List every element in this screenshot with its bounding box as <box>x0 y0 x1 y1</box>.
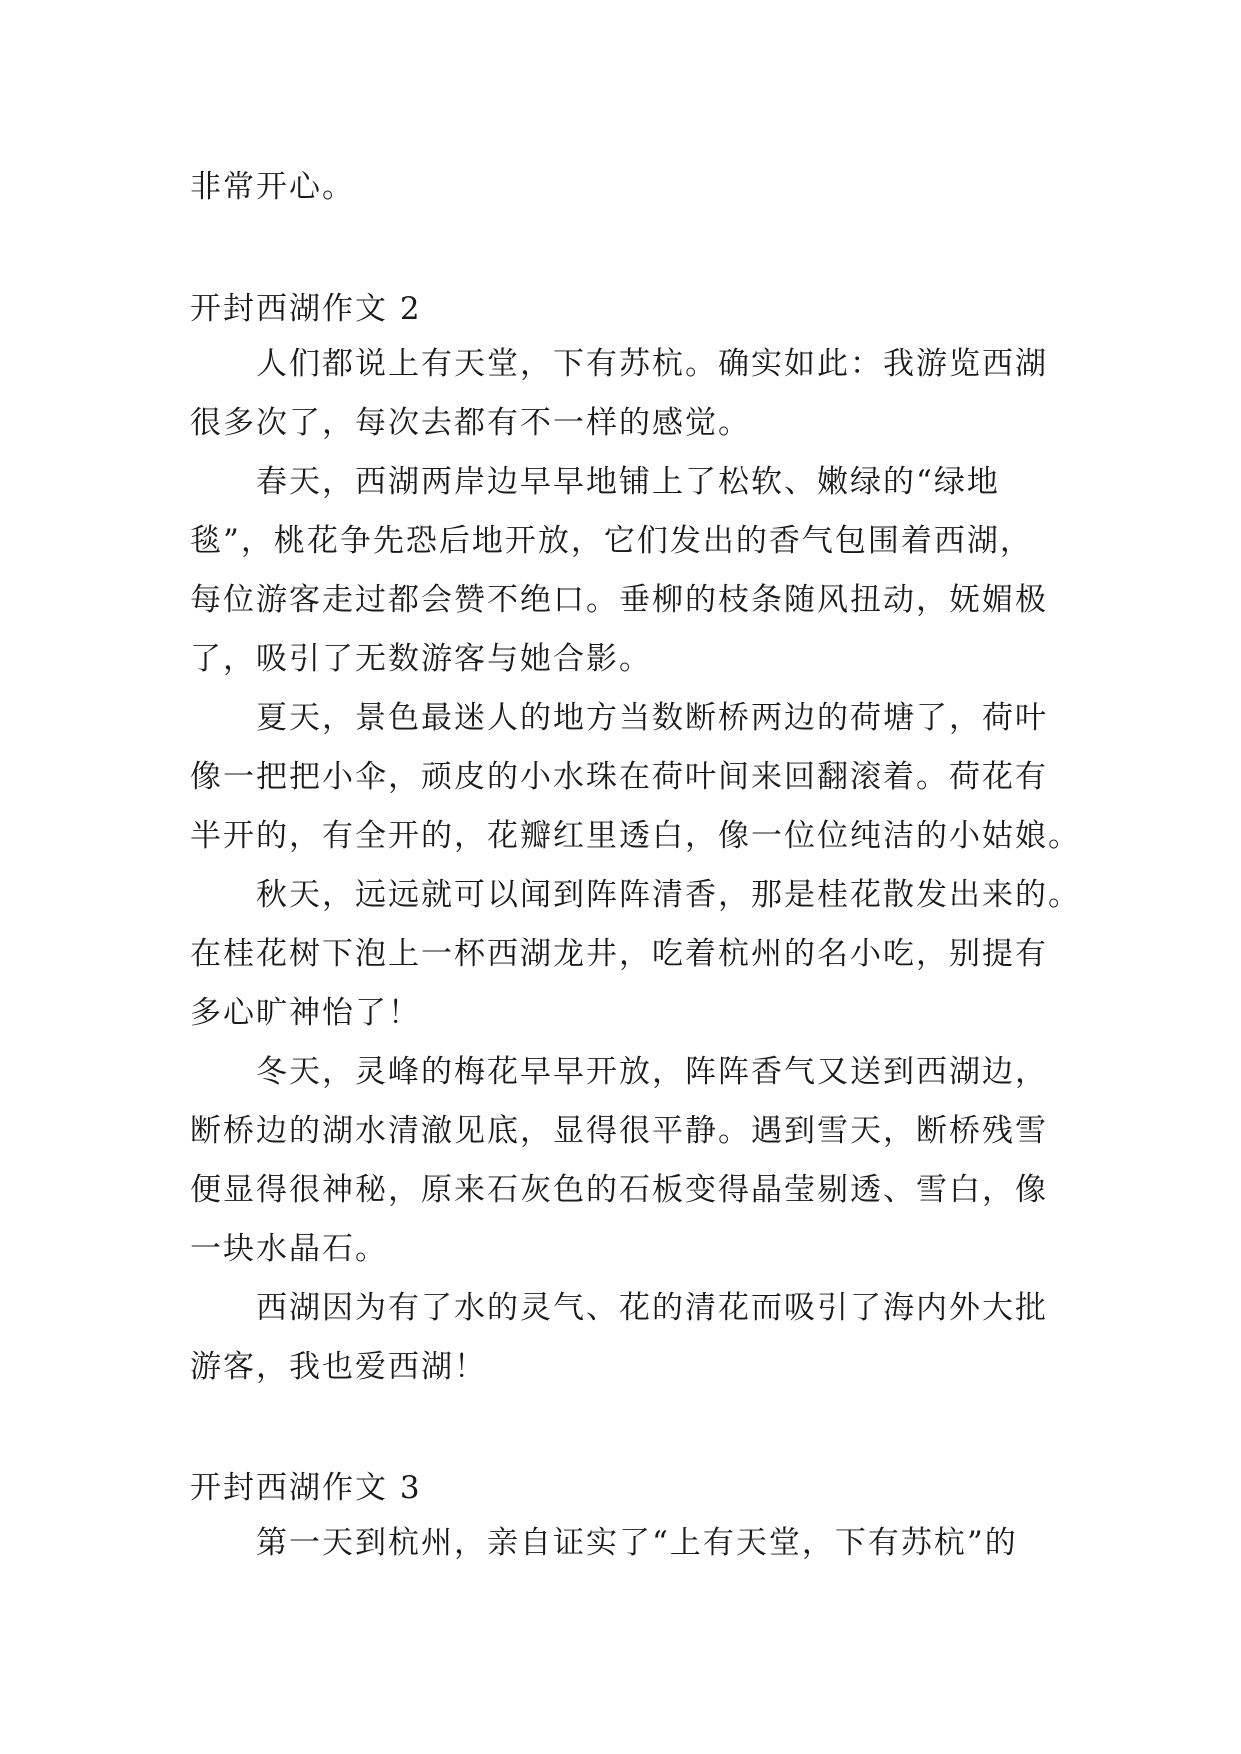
section-heading-3: 开封西湖作文 3 <box>190 1470 422 1506</box>
paragraph-line: 秋天，远远就可以闻到阵阵清香，那是桂花散发出来的。 <box>256 877 1081 913</box>
paragraph-line: 像一把把小伞，顽皮的小水珠在荷叶间来回翻滚着。荷花有 <box>190 759 1048 795</box>
paragraph-line: 人们都说上有天堂，下有苏杭。确实如此：我游览西湖 <box>256 346 1048 382</box>
paragraph-line: 西湖因为有了水的灵气、花的清花而吸引了海内外大批 <box>256 1290 1048 1326</box>
paragraph-line: 断桥边的湖水清澈见底，显得很平静。遇到雪天，断桥残雪 <box>190 1113 1048 1149</box>
paragraph-line: 春天，西湖两岸边早早地铺上了松软、嫩绿的“绿地 <box>256 464 1000 500</box>
paragraph-line: 每位游客走过都会赞不绝口。垂柳的枝条随风扭动，妩媚极 <box>190 582 1048 618</box>
paragraph-line: 一块水晶石。 <box>190 1231 388 1267</box>
paragraph-line: 冬天，灵峰的梅花早早开放，阵阵香气又送到西湖边， <box>256 1054 1048 1090</box>
paragraph-line: 了，吸引了无数游客与她合影。 <box>190 641 652 677</box>
paragraph-line: 便显得很神秘，原来石灰色的石板变得晶莹剔透、雪白，像 <box>190 1172 1048 1208</box>
paragraph-line: 半开的，有全开的，花瓣红里透白，像一位位纯洁的小姑娘。 <box>190 818 1081 854</box>
section-heading-2: 开封西湖作文 2 <box>190 291 422 327</box>
paragraph-line: 夏天，景色最迷人的地方当数断桥两边的荷塘了，荷叶 <box>256 700 1048 736</box>
paragraph-line: 第一天到杭州，亲自证实了“上有天堂，下有苏杭”的 <box>256 1525 1018 1561</box>
paragraph-line: 多心旷神怡了！ <box>190 995 421 1031</box>
paragraph-line: 毯”，桃花争先恐后地开放，它们发出的香气包围着西湖， <box>190 523 1033 559</box>
paragraph-line: 在桂花树下泡上一杯西湖龙井，吃着杭州的名小吃，别提有 <box>190 936 1048 972</box>
paragraph-line-closing: 非常开心。 <box>190 169 355 205</box>
paragraph-line: 游客，我也爱西湖！ <box>190 1349 487 1385</box>
paragraph-line: 很多次了，每次去都有不一样的感觉。 <box>190 405 751 441</box>
